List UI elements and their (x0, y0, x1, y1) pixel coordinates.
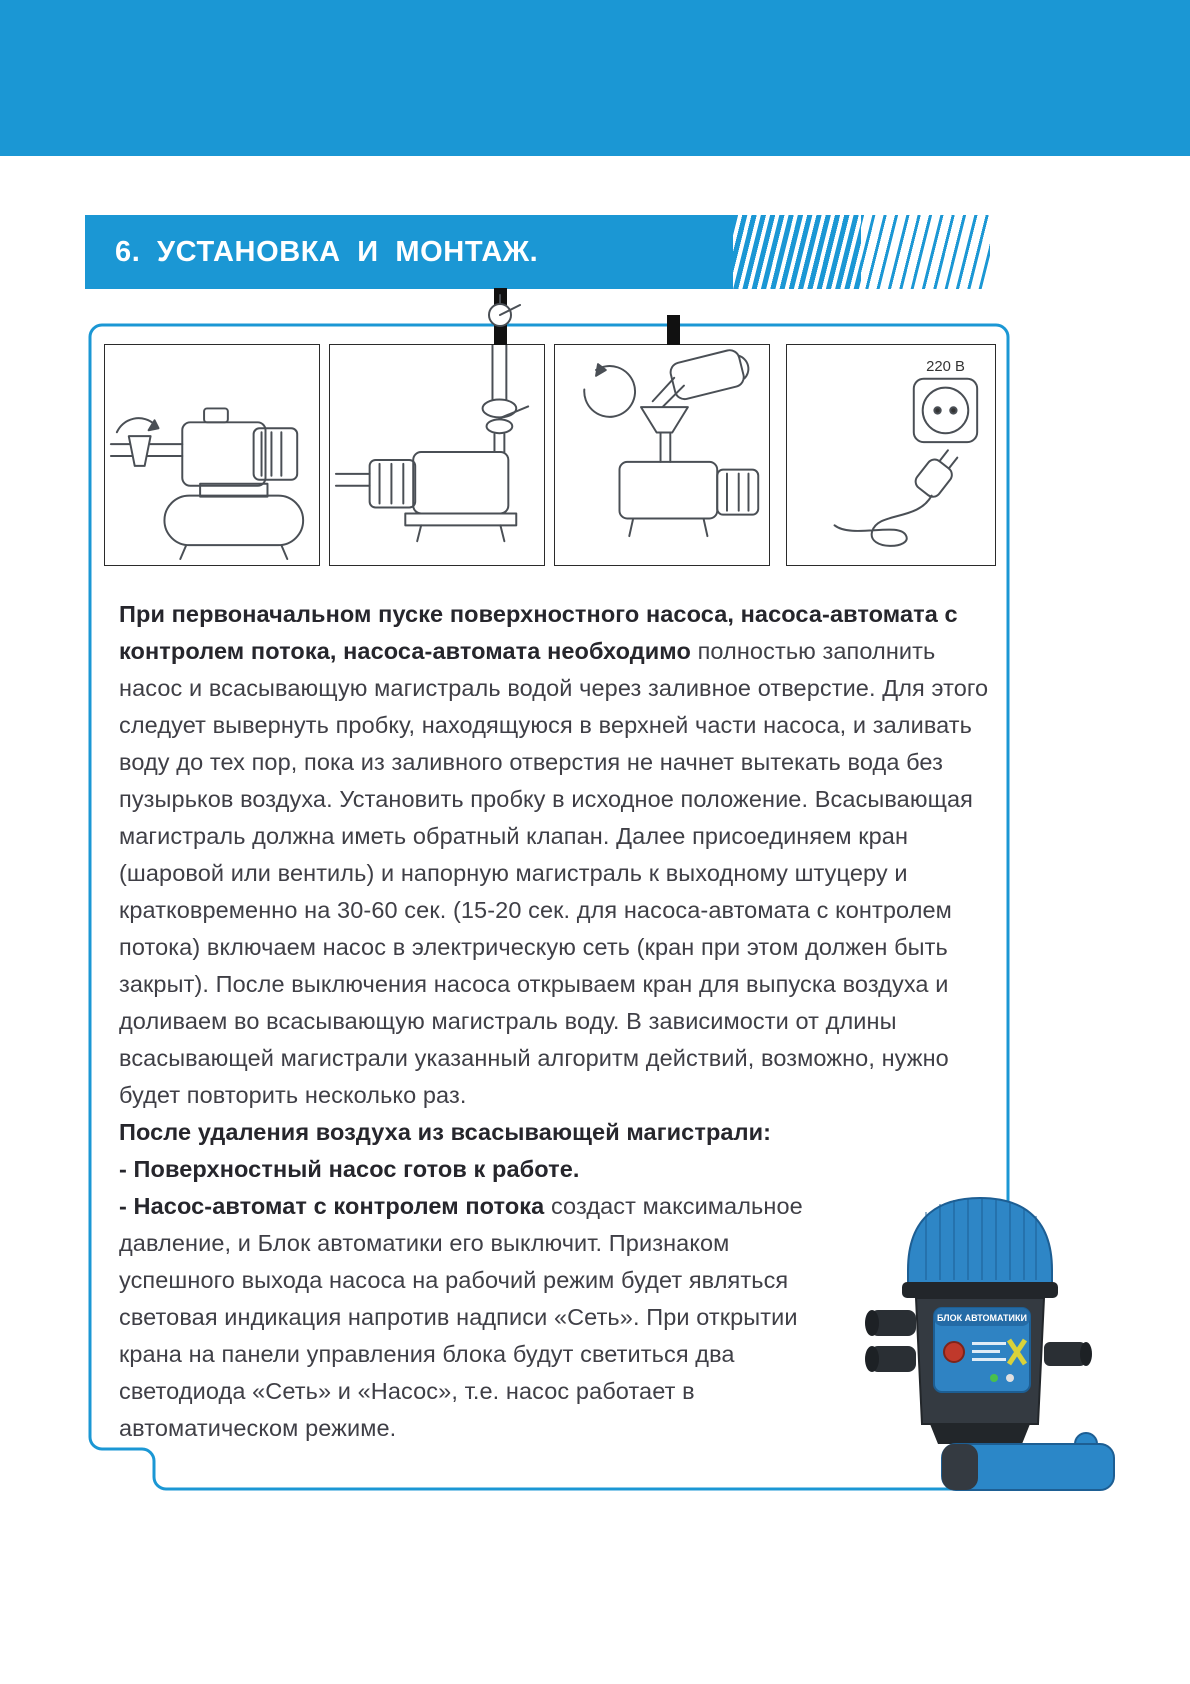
list-item-body: создаст максимальное давление, и Блок автоматики его выключит. Признаком успешного выхода насоса на рабочий режим будет являться световая индикация напротив надписи «Сеть». При открытии крана на панели управления блока будут светиться два светодиода «Сеть» и «Насос», т.е. насос работает в автоматическом режиме. (119, 1193, 803, 1441)
list-item-bold-lead: - Насос-автомат с контролем потока (119, 1193, 545, 1219)
list-item-surface-pump: - Поверхностный насос готов к работе. (119, 1156, 580, 1182)
pump-controller-illustration (846, 1192, 1116, 1492)
pump-station-illustration (105, 345, 319, 565)
outlet-voltage-label: 220 В (926, 358, 965, 375)
figure-panel-2 (329, 344, 545, 566)
section-title: 6. УСТАНОВКА И МОНТАЖ. (115, 235, 539, 268)
figure-panel-3 (554, 344, 770, 566)
priming-funnel-illustration (555, 345, 769, 565)
hatch-stripes-sparse (861, 215, 990, 289)
header-band (0, 0, 1190, 156)
list-item-auto-pump (119, 1188, 841, 1447)
fill-valve-illustration (476, 293, 526, 333)
paragraph-body: полностью заполнить насос и всасывающую магистраль водой через заливное отверстие. Для этого следует вывернуть пробку, находящуюся в верхней части насоса, и заливать воду до тех пор, пока из заливного отверстия не начнет вытекать вода без пузырьков воздуха. Установить пробку в исходное положение. Всасывающая магистраль должна иметь обратный клапан. Далее присоединяем кран (шаровой или вентиль) и напорную магистраль к выходному штуцеру и кратковременно на 30-60 сек. (15-20 сек. для насоса-автомата с контролем потока) включаем насос в электрическую сеть (кран при этом должен быть закрыт). После выключения насоса открываем кран для выпуска воздуха и доливаем во всасывающую магистраль воду. В зависимости от длины всасывающей магистрали указанный алгоритм действий, возможно, нужно будет повторить несколько раз. (119, 638, 989, 1108)
pump-controller-label: БЛОК АВТОМАТИКИ (937, 1313, 1027, 1323)
section-title-bar (85, 215, 990, 289)
figure-panel-1 (104, 344, 320, 566)
figure-panel-4 (786, 344, 996, 566)
hatch-stripes-dense (733, 215, 861, 289)
section-title-background (85, 215, 733, 289)
figure-row (104, 344, 996, 566)
paragraph-bold-lead: При первоначальном пуске поверхностного насоса, насоса-автомата с контролем потока, насоса-автомата необходимо (119, 601, 958, 664)
subheading-after-air-removal: После удаления воздуха из всасывающей магистрали: (119, 1119, 772, 1145)
pipe-stub (667, 315, 680, 345)
paragraph-initial-start (119, 596, 1005, 1114)
fill-plug-illustration (330, 345, 544, 565)
power-outlet-illustration (787, 345, 995, 565)
